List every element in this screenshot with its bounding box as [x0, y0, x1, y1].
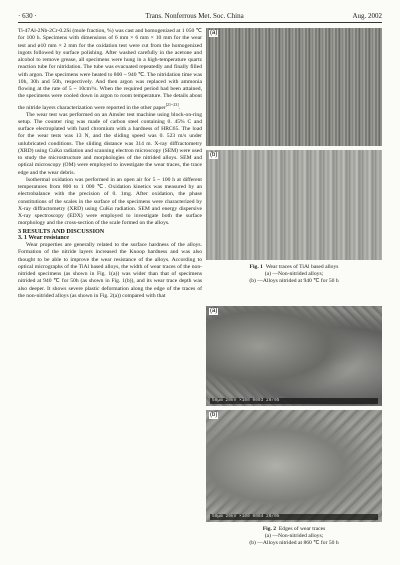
figure-1-sub-b: (b) —Alloys nitrided at 940 ℃ for 50 h	[249, 278, 339, 284]
figure-2-title: Edges of wear traces	[278, 526, 326, 532]
figure-2-caption	[206, 526, 382, 547]
figure-1a-micrograph	[206, 28, 382, 146]
paragraph-materials-text: Ti-47Al-2Nb-2Cr-0.2Si (mole fraction, %) was cast and homogenized at 1 050 ℃ for 100 h. Specimens with dimensions of 6 mm × 6 mm × 10 mm for the wear test and ø10 mm × 2 mm for the oxidation test were cut from the homogenized ingots followed by surface polishing. After washed carefully in the acetone and alcohol to remove grease, all specimens were hung in a high-temperature quartz reaction tube for nitridation. The tube was evacuated repeatedly and finally filled with argon. The specimens were heated to 800 ~ 940 ℃. The nitridation time was 10h, 30h and 50h, respectively. And then argon was replaced with ammonia flowing at the rate of 5 ~ 10cm³/s. When the required period had been attained, the specimens were cooled down in argon to room temperature. The details about the nitride layers characterization were reported in the other paper	[18, 28, 202, 111]
figure-2a-label: (a)	[210, 308, 218, 314]
subsection-heading: 3. 1 Wear resistance	[18, 234, 69, 241]
running-header	[18, 10, 382, 23]
figure-2b-micrograph	[206, 410, 382, 522]
figure-1-sub-a: (a) —Non-nitrided alloys;	[264, 271, 324, 277]
figure-2a-micrograph	[206, 306, 382, 406]
figure-1b-micrograph	[206, 150, 382, 260]
section-heading: 3 RESULTS AND DISCUSSION	[18, 227, 105, 235]
paragraph-oxidation: Isothermal oxidation was performed in an open air for 5 ~ 100 h at different temperatures from 800 to 1 000 ℃. Oxidation kinetics was measured by an electrobalance with the precision of 0. 1mg. After oxidation, the phase constitutions of the scales in the surface of the specimens were characterized by X-ray diffractometry (XRD) using CuKα radiation. SEM and energy dispersive X-ray spectroscopy (EDX) were employed to investigate both the surface morphology and the cross-section of the scale formed on the alloys.	[18, 176, 202, 227]
figure-1-number: Fig. 1	[249, 264, 263, 270]
figure-2-number: Fig. 2	[262, 526, 277, 532]
figure-2-sub-b: (b) —Alloys nitrided at 860 ℃ for 50 h	[249, 540, 339, 546]
paragraph-materials: Ti-47Al-2Nb-2Cr-0.2Si (mole fraction, %) was cast and homogenized at 1 050 ℃ for 100 h. Specimens with dimensions of 6 mm × 6 mm × 10 mm for the wear test and ø10 mm × 2 mm for the oxidation test were cut from the homogenized ingots followed by surface polishing. After washed carefully in the acetone and alcohol to remove grease, all specimens were hung in a high-temperature quartz reaction tube for nitridation. The tube was evacuated repeatedly and finally filled with argon. The specimens were heated to 800 ~ 940 ℃. The nitridation time was 10h, 30h and 50h, respectively. And then argon was replaced with ammonia flowing at the rate of 5 ~ 10cm³/s. When the required period had been attained, the specimens were cooled down in argon to room temperature. The details about the nitride layers characterization were reported in the other paper[21~23].	[18, 28, 202, 111]
figure-1b-label: (b)	[210, 152, 218, 158]
figure-2-sub-a: (a) —Non-nitrided alloys;	[264, 533, 324, 539]
paragraph-wear-resistance: Wear properties are generally related to the surface hardness of the alloys. Formation of the nitride layers increased the Knoop hardness and was also thought to be able to improve the wear resistance of the alloys. According to optical micrographs of the TiAl based alloys, the width of wear traces of the non-nitrided specimens (as shown in Fig. 1(a)) was wider than that of specimens nitrided at 940 ℃ for 50h (as shown in Fig. 1(b)), and its wear trace depth was also deeper. It shows severe plastic deformation along the edge of the traces of the non-nitrided alloys (as shown in Fig. 2(a)) compared with that	[18, 242, 202, 299]
figure-1-title: Wear traces of TiAl based alloys	[265, 264, 339, 270]
issue-date: Aug. 2002	[352, 12, 382, 20]
left-text-column	[18, 28, 202, 300]
journal-title: Trans. Nonferrous Met. Soc. China	[145, 12, 244, 20]
reference-citation: [21~23]	[165, 101, 179, 107]
figure-2b-label: (b)	[210, 412, 218, 418]
page-number: · 630 ·	[18, 12, 37, 20]
figure-2b-scale-bar: 50μm 20kV ×100 0004 20/05	[210, 514, 378, 520]
figure-1a-label: (a)	[210, 30, 218, 36]
figure-1-caption	[206, 264, 382, 285]
figure-2a-scale-bar: 50μm 20kV ×100 0003 20/05	[210, 398, 378, 404]
paragraph-wear-test: The wear test was performed on an Amsler test machine using block-on-ring setup. The counter ring was made of carbon steel containing 0. 45% C and surface electroplated with hard chromium with a hardness of HRC65. The load for the wear tests was 13 N, and the sliding speed was 0. 523 m/s under unlubricated conditions. The sliding distance was 314 m. X-ray diffractometry (XRD) using CuKα radiation and scanning electron microscopy (SEM) were used to study the microstructure and morphologies of the nitrided alloys. SEM and optical microscopy (OM) were employed to investigate the wear traces, the trace edge and the wear debris.	[18, 111, 202, 176]
